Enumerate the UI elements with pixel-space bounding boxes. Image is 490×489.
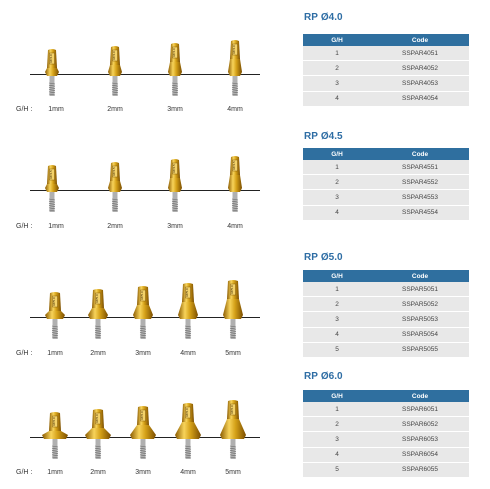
engraving-text: RP6.0 <box>140 411 144 420</box>
abutment-image <box>123 387 163 467</box>
size-label-5mm: 5mm <box>225 469 241 476</box>
header-code: Code <box>371 270 469 282</box>
abutment-collar <box>85 428 111 439</box>
table-row <box>303 462 469 477</box>
diameter-label: Ø5.0 <box>320 252 343 263</box>
gh-cell: 1 <box>303 282 371 297</box>
header-gh: G/H <box>303 148 371 160</box>
engraving-text: RP4.5 <box>172 164 176 173</box>
table-row <box>303 432 469 447</box>
gh-cell: 2 <box>303 61 371 76</box>
code-cell: SSPAR4051 <box>371 46 469 61</box>
header-gh: G/H <box>303 390 371 402</box>
code-cell: SSPAR4551 <box>371 160 469 175</box>
abutment-image <box>213 387 253 467</box>
header-gh: G/H <box>303 34 371 46</box>
abutment-image <box>168 387 208 467</box>
abutment-collar <box>130 425 156 439</box>
engraving-text: RP6.0 <box>185 408 189 417</box>
engraving-text: RP4.0 <box>112 51 116 60</box>
size-label-3mm: 3mm <box>167 223 183 230</box>
code-cell: SSPAR5054 <box>371 327 469 342</box>
gh-cell: 3 <box>303 190 371 205</box>
code-cell: SSPAR5051 <box>371 282 469 297</box>
abutment-image <box>78 387 118 467</box>
gh-cell: 4 <box>303 447 371 462</box>
size-label-3mm: 3mm <box>135 469 151 476</box>
code-cell: SSPAR5052 <box>371 297 469 312</box>
size-label-2mm: 2mm <box>107 223 123 230</box>
abutment-collar <box>175 422 201 439</box>
code-cell: SSPAR6053 <box>371 432 469 447</box>
diameter-label: Ø4.0 <box>320 12 343 23</box>
table-row <box>303 417 469 432</box>
engraving-text: RP4.0 <box>172 48 176 57</box>
gh-cell: 3 <box>303 432 371 447</box>
header-gh: G/H <box>303 270 371 282</box>
code-cell: SSPAR4052 <box>371 61 469 76</box>
diameter-label: Ø4.5 <box>320 131 343 142</box>
gh-cell: 2 <box>303 175 371 190</box>
gh-cell: 4 <box>303 327 371 342</box>
size-label-2mm: 2mm <box>90 350 106 357</box>
size-label-2mm: 2mm <box>90 469 106 476</box>
engraving-text: RP6.0 <box>95 414 99 423</box>
gh-label: G/H : <box>16 350 33 357</box>
diameter-label: Ø6.0 <box>320 371 343 382</box>
header-code: Code <box>371 34 469 46</box>
code-cell: SSPAR6054 <box>371 447 469 462</box>
engraving-text: RP4.0 <box>232 45 236 54</box>
size-label-4mm: 4mm <box>227 106 243 113</box>
rp-label: RP <box>304 12 318 23</box>
code-cell: SSPAR5053 <box>371 312 469 327</box>
engraving-text: RP5.0 <box>95 294 99 303</box>
engraving-text: RP4.0 <box>49 54 53 63</box>
code-cell: SSPAR5055 <box>371 342 469 357</box>
code-cell: SSPAR4553 <box>371 190 469 205</box>
engraving-text: RP5.0 <box>140 291 144 300</box>
size-label-4mm: 4mm <box>180 469 196 476</box>
code-cell: SSPAR6055 <box>371 462 469 477</box>
gh-label: G/H : <box>16 469 33 476</box>
gh-cell: 1 <box>303 160 371 175</box>
gh-cell: 3 <box>303 312 371 327</box>
header-code: Code <box>371 148 469 160</box>
engraving-text: RP4.5 <box>112 167 116 176</box>
table-row <box>303 402 469 417</box>
size-label-5mm: 5mm <box>225 350 241 357</box>
abutment-collar <box>42 431 68 439</box>
gh-cell: 3 <box>303 76 371 91</box>
code-cell: SSPAR4054 <box>371 91 469 106</box>
header-code: Code <box>371 390 469 402</box>
gh-cell: 4 <box>303 205 371 220</box>
engraving-text: RP5.0 <box>185 288 189 297</box>
table-row <box>303 447 469 462</box>
gh-label: G/H : <box>16 106 33 113</box>
engraving-text: RP4.5 <box>232 161 236 170</box>
size-label-2mm: 2mm <box>107 106 123 113</box>
gh-cell: 5 <box>303 342 371 357</box>
gh-cell: 2 <box>303 297 371 312</box>
rp-label: RP <box>304 252 318 263</box>
gh-cell: 4 <box>303 91 371 106</box>
gh-label: G/H : <box>16 223 33 230</box>
rp-label: RP <box>304 371 318 382</box>
gh-cell: 1 <box>303 402 371 417</box>
gh-cell: 2 <box>303 417 371 432</box>
gh-cell: 5 <box>303 462 371 477</box>
size-label-3mm: 3mm <box>167 106 183 113</box>
section-title <box>304 371 343 382</box>
gh-cell: 1 <box>303 46 371 61</box>
code-cell: SSPAR4552 <box>371 175 469 190</box>
engraving-text: RP5.0 <box>230 285 234 294</box>
rp-label: RP <box>304 131 318 142</box>
size-label-3mm: 3mm <box>135 350 151 357</box>
engraving-text: RP5.0 <box>52 297 56 306</box>
code-cell: SSPAR4554 <box>371 205 469 220</box>
size-label-1mm: 1mm <box>47 350 63 357</box>
engraving-text: RP6.0 <box>230 405 234 414</box>
code-table <box>303 390 469 478</box>
abutment-collar <box>220 419 246 439</box>
size-label-1mm: 1mm <box>47 469 63 476</box>
size-label-4mm: 4mm <box>227 223 243 230</box>
code-cell: SSPAR6051 <box>371 402 469 417</box>
size-label-4mm: 4mm <box>180 350 196 357</box>
engraving-text: RP4.5 <box>49 170 53 179</box>
code-cell: SSPAR6052 <box>371 417 469 432</box>
size-label-1mm: 1mm <box>48 106 64 113</box>
code-cell: SSPAR4053 <box>371 76 469 91</box>
abutment-image <box>35 387 75 467</box>
engraving-text: RP6.0 <box>52 417 56 426</box>
size-label-1mm: 1mm <box>48 223 64 230</box>
